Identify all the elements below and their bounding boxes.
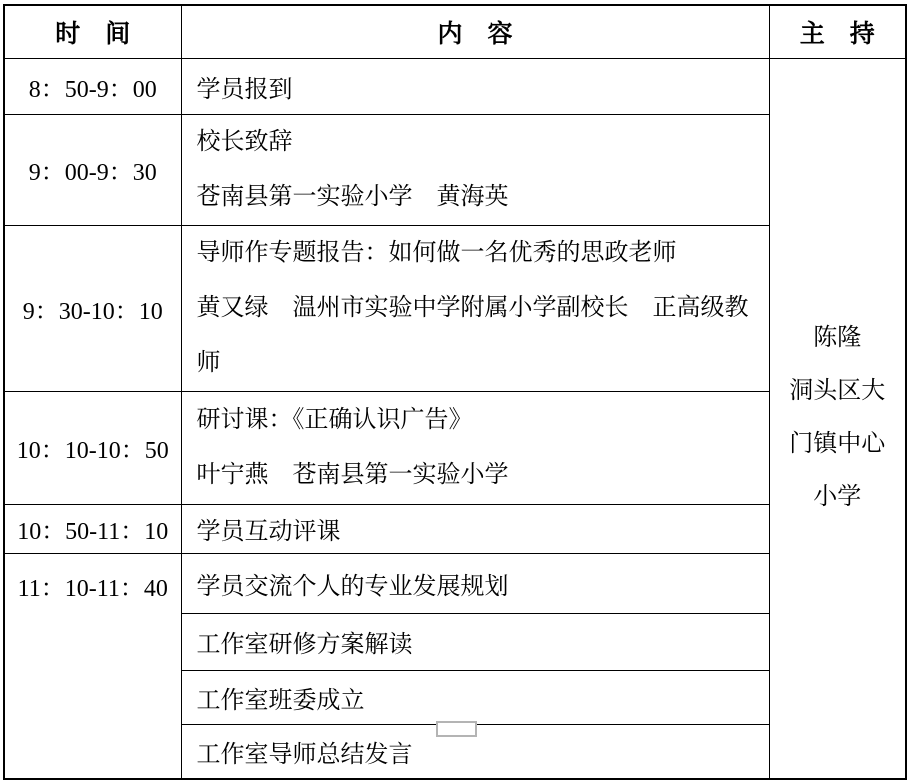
content-line: 导师作专题报告：如何做一名优秀的思政老师 (196, 239, 677, 266)
host-line: 陈隆 (813, 325, 862, 352)
content-line: 工作室导师总结发言 (196, 741, 413, 768)
table-row (4, 58, 906, 114)
host-line: 洞头区大 (789, 378, 886, 405)
time-cell-merged: 11：10-11：40 (4, 553, 181, 779)
content-cell (181, 613, 769, 670)
content-line: 学员交流个人的专业发展规划 (196, 573, 509, 600)
content-line: 学员互动评课 (196, 519, 341, 545)
content-line: 苍南县第一实验小学 黄海英 (196, 183, 509, 210)
content-line: 校长致辞 (196, 128, 293, 155)
content-cell (181, 391, 769, 504)
time-cell: 10：10-10：50 (4, 391, 181, 504)
content-cell (181, 504, 769, 553)
content-line: 学员报到 (196, 76, 293, 103)
content-line: 工作室班委成立 (196, 687, 365, 714)
header-row (4, 5, 906, 58)
content-cell (181, 114, 769, 225)
content-line: 工作室研修方案解读 (196, 632, 413, 658)
content-cell (181, 58, 769, 114)
content-cell (181, 670, 769, 724)
header-host: 主 持 (769, 5, 906, 58)
content-cell (181, 225, 769, 391)
host-cell (769, 58, 906, 779)
content-line: 黄又绿 温州市实验中学附属小学副校长 正高级教师 (196, 294, 749, 376)
time-cell: 9：30-10：10 (4, 225, 181, 391)
time-cell: 9：00-9：30 (4, 114, 181, 225)
schedule-table (3, 4, 907, 780)
time-cell: 8：50-9：00 (4, 58, 181, 114)
header-content: 内 容 (181, 5, 769, 58)
content-line: 叶宁燕 苍南县第一实验小学 (196, 461, 509, 488)
content-cell (181, 553, 769, 613)
content-line: 研讨课：《正确认识广告》 (196, 406, 473, 433)
host-line: 门镇中心 (789, 431, 886, 458)
header-time: 时 间 (4, 5, 181, 58)
host-line: 小学 (813, 484, 862, 511)
time-cell: 10：50-11：10 (4, 504, 181, 553)
page-bottom-artifact (436, 721, 477, 737)
